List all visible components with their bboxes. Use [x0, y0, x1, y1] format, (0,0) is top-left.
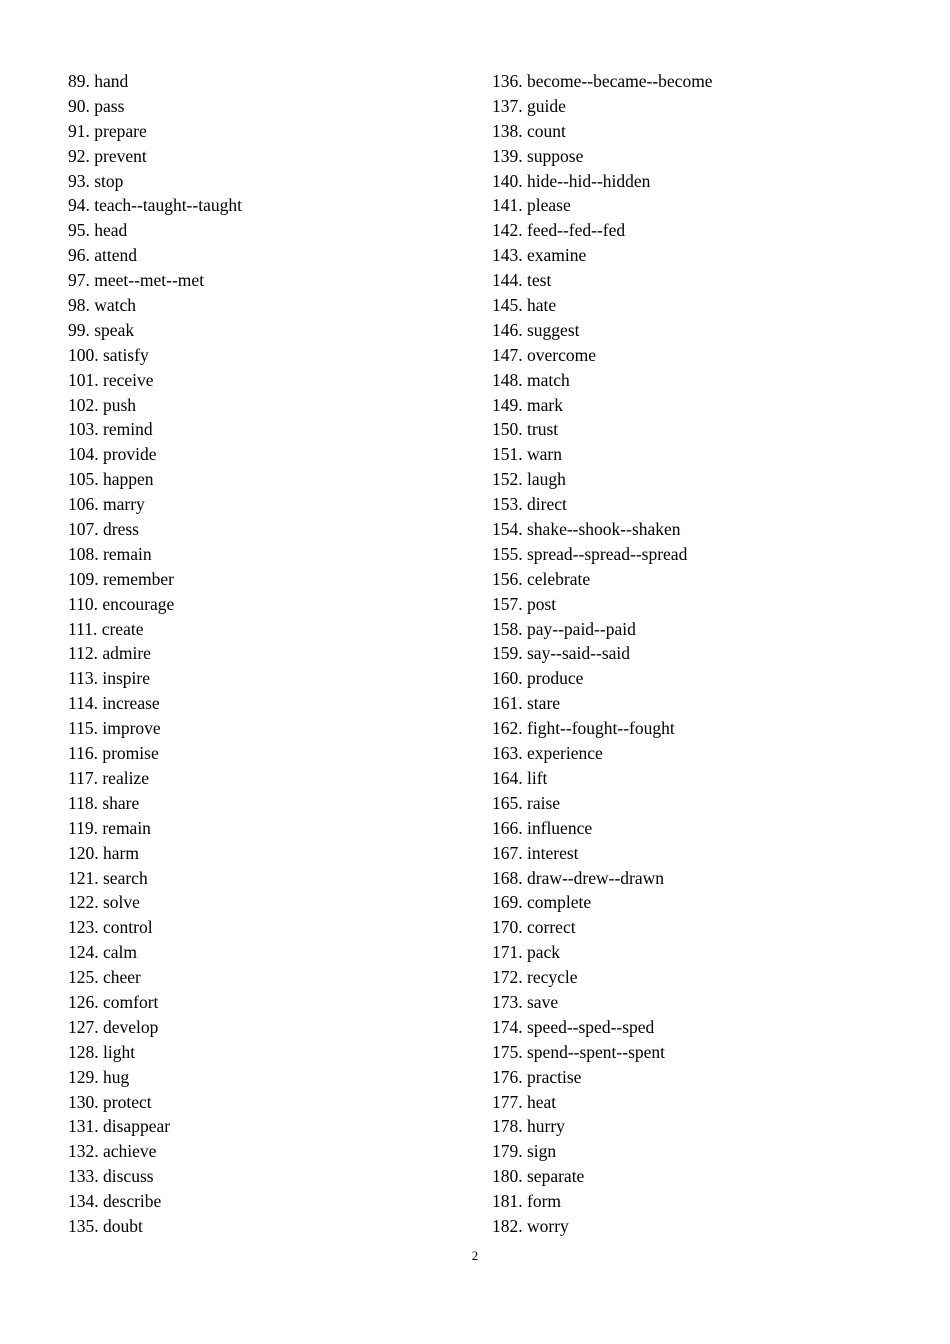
word-entry: 152. laugh [492, 469, 566, 490]
word-entry: 170. correct [492, 917, 576, 938]
word-entry: 112. admire [68, 643, 151, 664]
word-entry: 121. search [68, 867, 148, 888]
word-entry: 130. protect [68, 1091, 152, 1112]
word-entry: 97. meet--met--met [68, 270, 205, 291]
word-entry: 129. hug [68, 1066, 130, 1087]
word-entry: 101. receive [68, 369, 154, 390]
word-entry: 99. speak [68, 319, 135, 340]
word-entry: 141. please [492, 195, 571, 216]
word-entry: 108. remain [68, 543, 152, 564]
word-entry: 173. save [492, 991, 559, 1012]
word-entry: 94. teach--taught--taught [68, 195, 242, 216]
word-entry: 165. raise [492, 792, 561, 813]
word-entry: 102. push [68, 394, 137, 415]
word-entry: 162. fight--fought--fought [492, 718, 675, 739]
word-entry: 178. hurry [492, 1116, 565, 1137]
word-entry: 134. describe [68, 1191, 162, 1212]
word-entry: 144. test [492, 270, 552, 291]
word-entry: 163. experience [492, 743, 603, 764]
word-entry: 126. comfort [68, 991, 159, 1012]
word-entry: 105. happen [68, 469, 154, 490]
word-entry: 111. create [68, 618, 144, 639]
word-entry: 115. improve [68, 718, 161, 739]
word-entry: 154. shake--shook--shaken [492, 519, 681, 540]
left-word-column [68, 69, 468, 1239]
word-entry: 90. pass [68, 95, 125, 116]
word-entry: 131. disappear [68, 1116, 171, 1137]
word-entry: 136. become--became--become [492, 71, 713, 91]
word-entry: 118. share [68, 792, 140, 813]
word-entry: 156. celebrate [492, 568, 591, 589]
word-entry: 149. mark [492, 394, 563, 415]
word-entry: 96. attend [68, 245, 138, 266]
word-entry: 98. watch [68, 295, 137, 316]
word-entry: 177. heat [492, 1091, 557, 1112]
word-entry: 132. achieve [68, 1141, 157, 1162]
word-entry: 91. prepare [68, 120, 147, 141]
word-entry: 137. guide [492, 95, 566, 116]
word-entry: 172. recycle [492, 967, 578, 988]
word-entry: 150. trust [492, 419, 559, 440]
word-entry: 160. produce [492, 668, 584, 689]
word-entry: 128. light [68, 1041, 136, 1062]
word-entry: 140. hide--hid--hidden [492, 170, 651, 191]
word-entry: 159. say--said--said [492, 643, 631, 664]
word-entry: 174. speed--sped--sped [492, 1016, 655, 1037]
word-entry: 145. hate [492, 295, 557, 316]
word-entry: 142. feed--fed--fed [492, 220, 626, 241]
word-entry: 179. sign [492, 1141, 557, 1162]
word-entry: 148. match [492, 369, 570, 390]
word-entry: 127. develop [68, 1016, 159, 1037]
word-entry: 89. hand [68, 71, 129, 91]
word-entry: 153. direct [492, 494, 567, 515]
word-entry: 147. overcome [492, 344, 596, 365]
word-entry: 161. stare [492, 693, 561, 714]
word-entry: 139. suppose [492, 145, 584, 166]
word-entry: 117. realize [68, 767, 149, 788]
word-entry: 168. draw--drew--drawn [492, 867, 665, 888]
word-entry: 167. interest [492, 842, 579, 863]
word-entry: 92. prevent [68, 145, 147, 166]
word-entry: 100. satisfy [68, 344, 149, 365]
word-entry: 158. pay--paid--paid [492, 618, 636, 639]
word-entry: 146. suggest [492, 319, 580, 340]
word-entry: 116. promise [68, 743, 159, 764]
word-entry: 124. calm [68, 942, 138, 963]
word-entry: 138. count [492, 120, 566, 141]
word-entry: 107. dress [68, 519, 139, 540]
word-entry: 135. doubt [68, 1215, 143, 1236]
word-entry: 120. harm [68, 842, 139, 863]
word-entry: 119. remain [68, 817, 151, 838]
word-entry: 164. lift [492, 767, 548, 788]
word-entry: 106. marry [68, 494, 145, 515]
word-entry: 95. head [68, 220, 128, 241]
word-entry: 110. encourage [68, 593, 175, 614]
word-entry: 103. remind [68, 419, 153, 440]
word-entry: 151. warn [492, 444, 562, 465]
word-entry: 171. pack [492, 942, 561, 963]
word-entry: 169. complete [492, 892, 592, 913]
right-word-column [492, 69, 912, 1239]
word-entry: 176. practise [492, 1066, 582, 1087]
word-entry: 133. discuss [68, 1166, 154, 1187]
word-entry: 125. cheer [68, 967, 141, 988]
word-entry: 175. spend--spent--spent [492, 1041, 666, 1062]
word-entry: 180. separate [492, 1166, 585, 1187]
word-entry: 143. examine [492, 245, 587, 266]
word-entry: 182. worry [492, 1215, 569, 1236]
page-number: 2 [471, 1248, 479, 1263]
word-entry: 155. spread--spread--spread [492, 543, 688, 564]
word-entry: 157. post [492, 593, 557, 614]
word-entry: 123. control [68, 917, 153, 938]
word-entry: 166. influence [492, 817, 593, 838]
word-entry: 104. provide [68, 444, 157, 465]
word-entry: 122. solve [68, 892, 140, 913]
word-entry: 181. form [492, 1191, 562, 1212]
word-entry: 93. stop [68, 170, 124, 191]
word-entry: 113. inspire [68, 668, 150, 689]
word-entry: 114. increase [68, 693, 160, 714]
word-entry: 109. remember [68, 568, 174, 589]
